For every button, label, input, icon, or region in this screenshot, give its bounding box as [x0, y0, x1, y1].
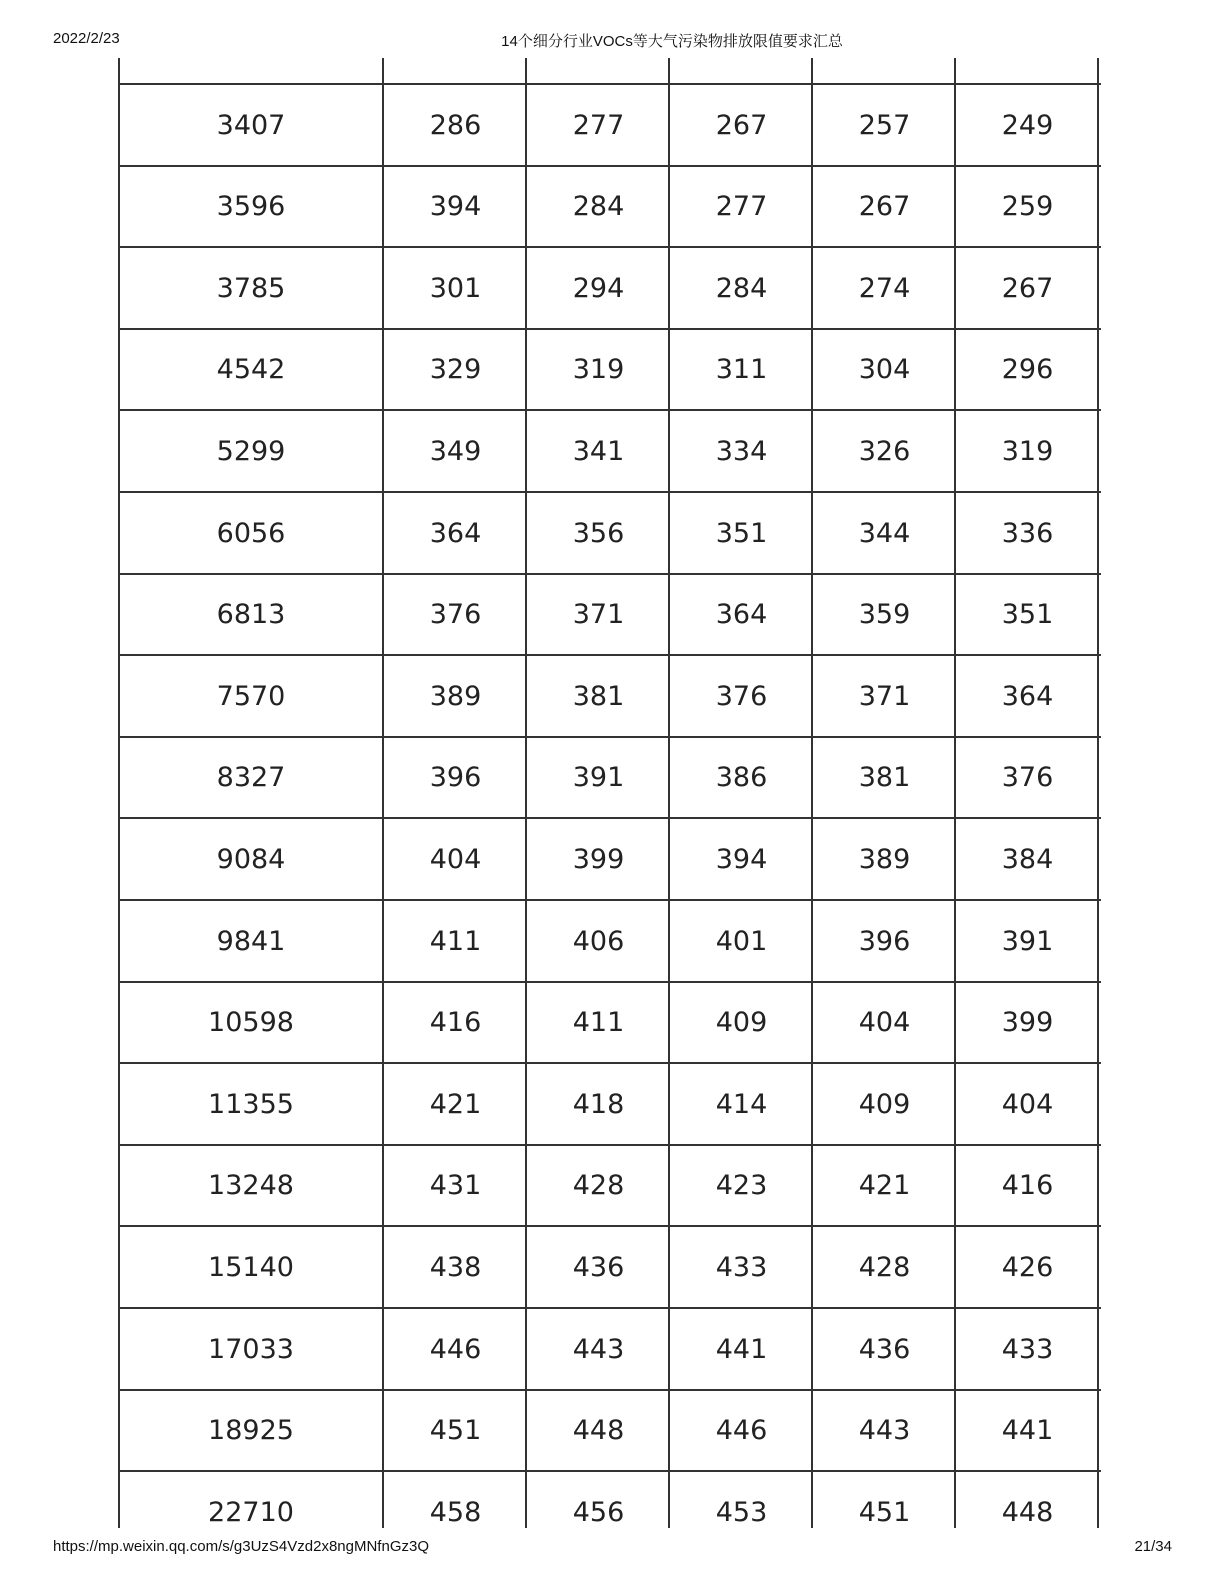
table-row	[118, 654, 1101, 736]
table-cell-key: 5299	[216, 435, 286, 467]
table-row	[118, 491, 1101, 573]
table-cell-value: 443	[572, 1333, 625, 1365]
table-cell-value: 441	[1001, 1415, 1054, 1447]
table-row	[118, 1470, 1101, 1528]
table-cell-value: 391	[1001, 925, 1054, 957]
table-cell-value: 294	[572, 272, 625, 304]
table-cell-value: 359	[858, 599, 911, 631]
table-cell-value: 364	[1001, 680, 1054, 712]
table-cell-value: 431	[429, 1170, 482, 1202]
table-cell-value: 259	[1001, 191, 1054, 223]
table-cell-value: 423	[715, 1170, 768, 1202]
table-cell-key: 11355	[208, 1088, 294, 1120]
table-cell-value: 341	[572, 435, 625, 467]
table-cell-value: 436	[858, 1333, 911, 1365]
table-cell-value: 334	[715, 435, 768, 467]
table-cell-value: 389	[858, 843, 911, 875]
table-row	[118, 1225, 1101, 1307]
table-row	[118, 736, 1101, 818]
table-cell-value: 356	[572, 517, 625, 549]
table-cell-value: 319	[572, 354, 625, 386]
table-cell-value: 384	[1001, 843, 1054, 875]
table-cell-value: 406	[572, 925, 625, 957]
page-number: 21/34	[1134, 1538, 1172, 1555]
table-cell-value: 401	[715, 925, 768, 957]
table-cell-value: 389	[429, 680, 482, 712]
table-row	[118, 817, 1101, 899]
data-table	[118, 58, 1101, 1528]
table-cell-value: 448	[572, 1415, 625, 1447]
table-cell-value: 399	[1001, 1007, 1054, 1039]
table-cell-value: 284	[715, 272, 768, 304]
table-cell-value: 376	[1001, 762, 1054, 794]
table-cell-value: 396	[429, 762, 482, 794]
table-row	[118, 899, 1101, 981]
table-cell-key: 3407	[216, 109, 286, 141]
table-cell-value: 371	[858, 680, 911, 712]
table-cell-key: 18925	[208, 1415, 294, 1447]
table-cell-value: 438	[429, 1251, 482, 1283]
table-cell-value: 446	[429, 1333, 482, 1365]
table-row	[118, 165, 1101, 247]
table-cell-value: 404	[1001, 1088, 1054, 1120]
table-cell-value: 404	[858, 1007, 911, 1039]
table-cell-value: 451	[858, 1496, 911, 1528]
table-cell-key: 9841	[216, 925, 286, 957]
table-cell-value: 441	[715, 1333, 768, 1365]
table-cell-value: 426	[1001, 1251, 1054, 1283]
table-cell-value: 274	[858, 272, 911, 304]
table-cell-value: 267	[715, 109, 768, 141]
table-cell-value: 284	[572, 191, 625, 223]
table-cell-value: 448	[1001, 1496, 1054, 1528]
table-cell-value: 344	[858, 517, 911, 549]
table-cell-key: 7570	[216, 680, 286, 712]
table-cell-value: 311	[715, 354, 768, 386]
table-cell-value: 414	[715, 1088, 768, 1120]
table-row	[118, 981, 1101, 1063]
table-cell-value: 433	[715, 1251, 768, 1283]
table-cell-value: 411	[572, 1007, 625, 1039]
table-cell-value: 351	[715, 517, 768, 549]
source-url: https://mp.weixin.qq.com/s/g3UzS4Vzd2x8ngMNfnGz3Q	[53, 1538, 429, 1555]
table-cell-value: 386	[715, 762, 768, 794]
table-cell-value: 376	[429, 599, 482, 631]
table-cell-key: 17033	[208, 1333, 294, 1365]
table-cell-key: 8327	[216, 762, 286, 794]
table-row	[118, 246, 1101, 328]
table-cell-key: 15140	[208, 1251, 294, 1283]
table-cell-value: 364	[715, 599, 768, 631]
table-cell-value: 443	[858, 1415, 911, 1447]
table-cell-value: 249	[1001, 109, 1054, 141]
table-cell-value: 286	[429, 109, 482, 141]
table-cell-value: 394	[429, 191, 482, 223]
table-cell-value: 304	[858, 354, 911, 386]
table-cell-key: 22710	[208, 1496, 294, 1528]
document-title: 14个细分行业VOCs等大气污染物排放限值要求汇总	[501, 33, 843, 50]
table-cell-key: 13248	[208, 1170, 294, 1202]
table-row	[118, 328, 1101, 410]
table-row	[118, 1307, 1101, 1389]
table-row	[118, 1389, 1101, 1471]
table-cell-value: 456	[572, 1496, 625, 1528]
table-cell-value: 326	[858, 435, 911, 467]
table-cell-value: 416	[429, 1007, 482, 1039]
table-cell-value: 411	[429, 925, 482, 957]
table-cell-value: 267	[858, 191, 911, 223]
table-row	[118, 1144, 1101, 1226]
table-cell-value: 436	[572, 1251, 625, 1283]
table-cell-key: 6056	[216, 517, 286, 549]
table-cell-value: 364	[429, 517, 482, 549]
table-cell-value: 277	[572, 109, 625, 141]
table-cell-value: 381	[858, 762, 911, 794]
table-cell-value: 409	[715, 1007, 768, 1039]
table-cell-key: 6813	[216, 599, 286, 631]
table-cell-value: 336	[1001, 517, 1054, 549]
table-cell-value: 433	[1001, 1333, 1054, 1365]
table-cell-value: 381	[572, 680, 625, 712]
table-cell-value: 453	[715, 1496, 768, 1528]
table-cell-key: 10598	[208, 1007, 294, 1039]
table-cell-value: 394	[715, 843, 768, 875]
table-cell-key: 3596	[216, 191, 286, 223]
table-cell-value: 296	[1001, 354, 1054, 386]
table-row	[118, 83, 1101, 165]
table-cell-value: 418	[572, 1088, 625, 1120]
table-cell-value: 257	[858, 109, 911, 141]
table-cell-value: 428	[858, 1251, 911, 1283]
table-cell-value: 451	[429, 1415, 482, 1447]
print-date: 2022/2/23	[53, 30, 120, 47]
table-cell-value: 446	[715, 1415, 768, 1447]
table-cell-value: 329	[429, 354, 482, 386]
table-cell-value: 267	[1001, 272, 1054, 304]
table-cell-value: 404	[429, 843, 482, 875]
table-cell-value: 428	[572, 1170, 625, 1202]
table-cell-value: 421	[858, 1170, 911, 1202]
table-cell-value: 391	[572, 762, 625, 794]
table-cell-value: 351	[1001, 599, 1054, 631]
table-row	[118, 409, 1101, 491]
table-cell-value: 396	[858, 925, 911, 957]
table-cell-value: 349	[429, 435, 482, 467]
table-cell-value: 409	[858, 1088, 911, 1120]
table-cell-value: 421	[429, 1088, 482, 1120]
table-cell-value: 458	[429, 1496, 482, 1528]
table-cell-value: 416	[1001, 1170, 1054, 1202]
table-cell-value: 277	[715, 191, 768, 223]
table-cell-key: 4542	[216, 354, 286, 386]
table-cell-value: 376	[715, 680, 768, 712]
table-cell-value: 301	[429, 272, 482, 304]
table-cell-value: 371	[572, 599, 625, 631]
table-cell-value: 399	[572, 843, 625, 875]
table-cell-key: 3785	[216, 272, 286, 304]
table-row	[118, 1062, 1101, 1144]
table-row	[118, 573, 1101, 655]
table-cell-key: 9084	[216, 843, 286, 875]
table-cell-value: 319	[1001, 435, 1054, 467]
